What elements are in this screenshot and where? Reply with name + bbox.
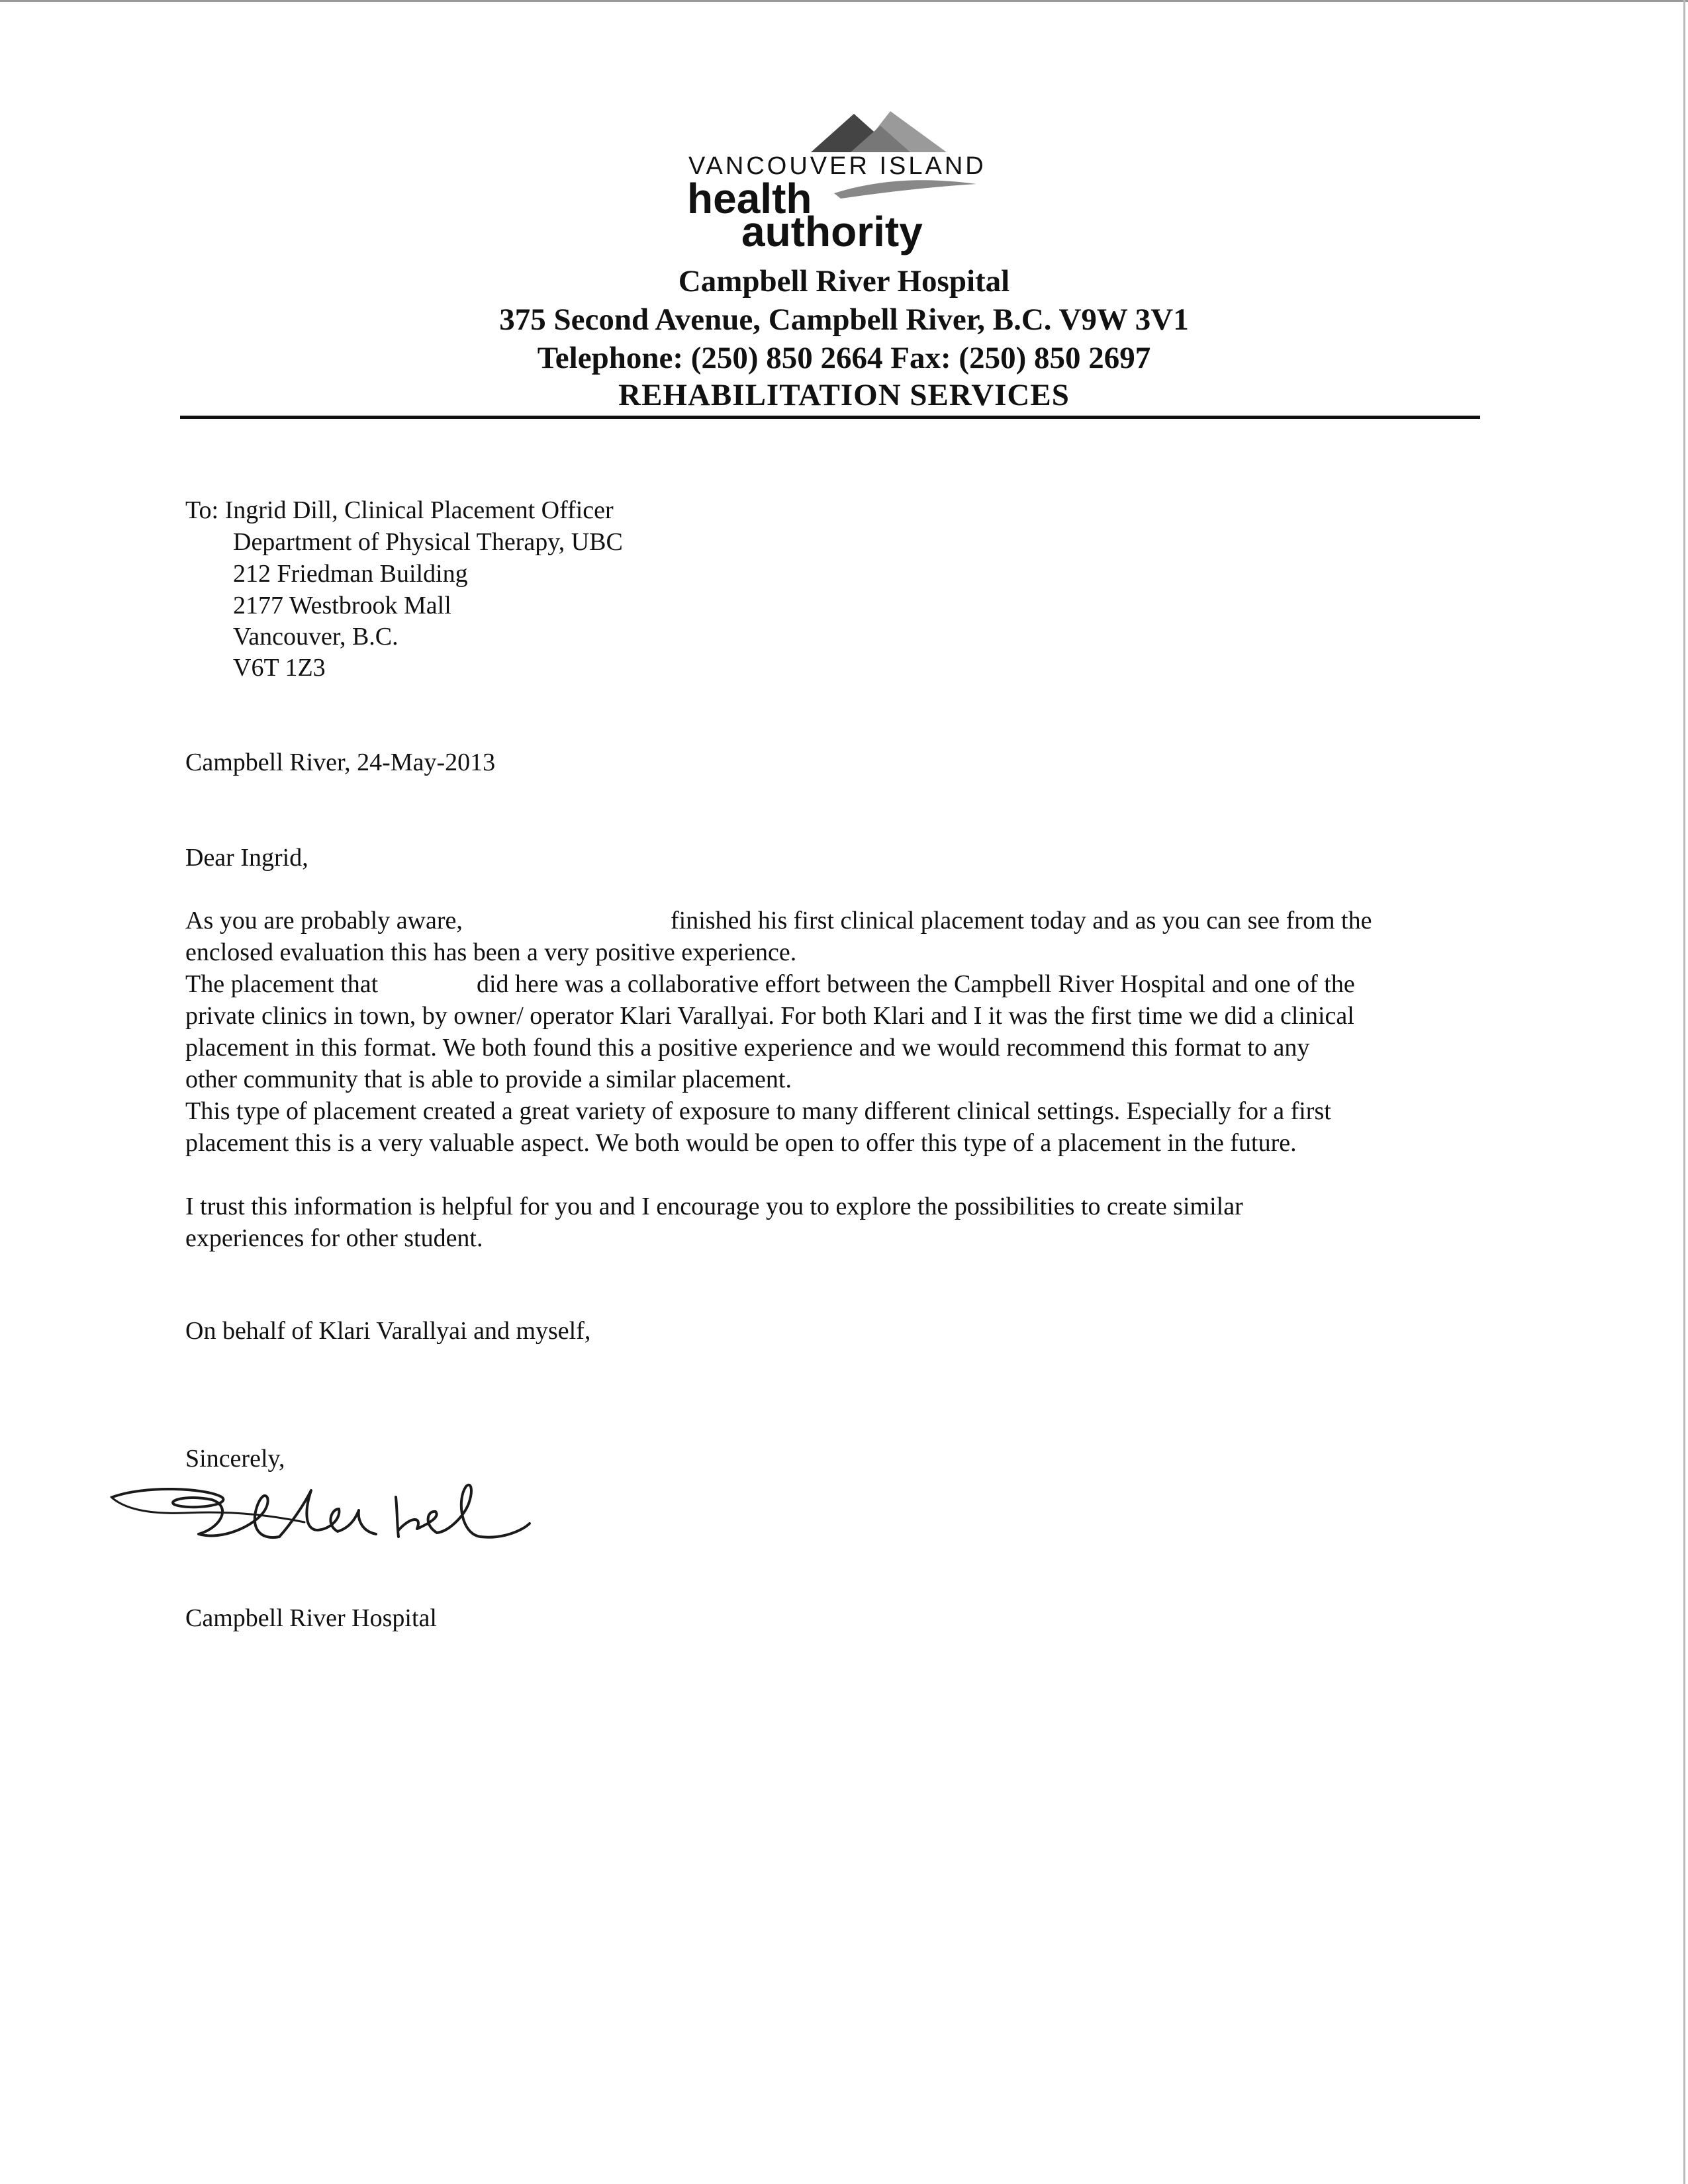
recipient-line: V6T 1Z3: [233, 654, 326, 682]
letterhead-hospital: Campbell River Hospital: [678, 264, 1010, 298]
logo-region-text: VANCOUVER ISLAND: [688, 152, 986, 180]
body-line: private clinics in town, by owner/ operator Klari Varallyai. For both Klari and I it was the first time we did a clinical: [185, 1002, 1354, 1030]
body-line: experiences for other student.: [185, 1224, 483, 1252]
recipient-line: 2177 Westbrook Mall: [233, 592, 451, 619]
recipient-line: Department of Physical Therapy, UBC: [233, 528, 623, 556]
letterhead-phone: Telephone: (250) 850 2664 Fax: (250) 850 2697: [537, 341, 1151, 375]
body-line: finished his first clinical placement today and as you can see from the: [671, 907, 1372, 934]
closing-behalf: On behalf of Klari Varallyai and myself,: [185, 1317, 591, 1345]
logo-authority-text: authority: [741, 208, 923, 255]
recipient-line: To: Ingrid Dill, Clinical Placement Officer: [185, 496, 614, 524]
letterhead-address: 375 Second Avenue, Campbell River, B.C. V9W 3V1: [499, 302, 1189, 337]
letterhead-department: REHABILITATION SERVICES: [618, 378, 1070, 412]
body-line: placement in this format. We both found this a positive experience and we would recommend this format to any: [185, 1034, 1310, 1062]
body-line: This type of placement created a great variety of exposure to many different clinical settings. Especially for a first: [185, 1097, 1331, 1125]
closing-sincerely: Sincerely,: [185, 1445, 285, 1473]
wave-icon: [834, 180, 976, 199]
body-line: did here was a collaborative effort between the Campbell River Hospital and one of the: [477, 970, 1355, 998]
date-line: Campbell River, 24-May-2013: [185, 749, 496, 776]
logo-health-text: health: [687, 175, 812, 222]
letterhead-divider: [180, 416, 1480, 419]
body-line: enclosed evaluation this has been a very positive experience.: [185, 938, 797, 966]
body-line: placement this is a very valuable aspect. We both would be open to offer this type of a placement in the future.: [185, 1129, 1297, 1157]
vancouver-island-health-authority-logo: [682, 99, 986, 265]
recipient-line: 212 Friedman Building: [233, 560, 468, 588]
body-line: As you are probably aware,: [185, 907, 463, 934]
signatory-organization: Campbell River Hospital: [185, 1604, 437, 1632]
scan-edge: [0, 0, 1688, 2]
body-line: other community that is able to provide a similar placement.: [185, 1066, 792, 1093]
body-line: The placement that: [185, 970, 379, 998]
body-line: I trust this information is helpful for you and I encourage you to explore the possibilities to create similar: [185, 1193, 1243, 1220]
recipient-line: Vancouver, B.C.: [233, 623, 399, 651]
salutation: Dear Ingrid,: [185, 844, 308, 872]
handwritten-signature: [106, 1471, 543, 1570]
